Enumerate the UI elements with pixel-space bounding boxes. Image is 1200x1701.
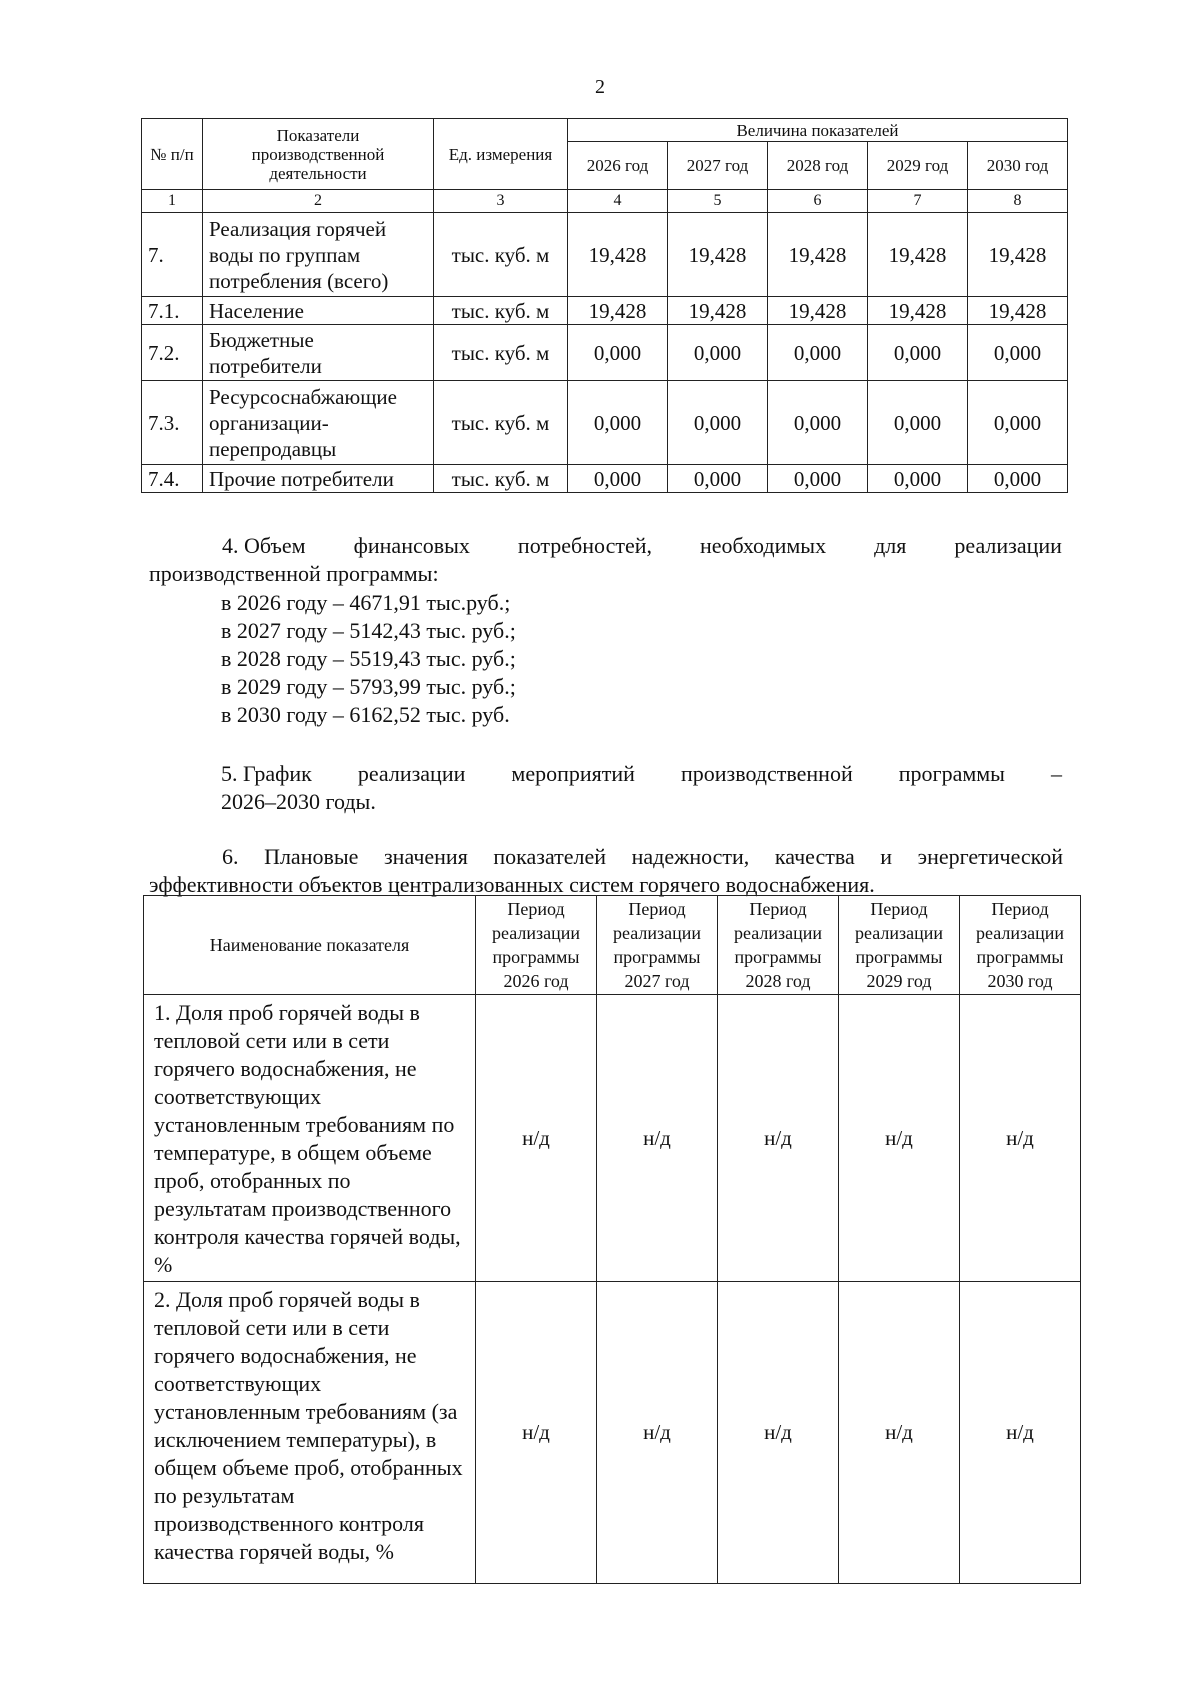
section4-word: финансовых (353, 533, 470, 558)
section6-line1: 6. Плановые значения показателей надежности, качества и энергетической (222, 844, 1063, 869)
header-period: Период реализации программы 2030 год (960, 896, 1081, 995)
section5-word: реализации (357, 761, 466, 786)
indicator-value: н/д (718, 1282, 839, 1584)
indicator-value: н/д (476, 1282, 597, 1584)
row-number: 7.3. (142, 381, 203, 465)
row-unit: тыс. куб. м (434, 297, 568, 325)
section5-line2: 2026–2030 годы. (221, 789, 376, 814)
table-row (144, 1282, 1081, 1584)
row-value: 19,428 (868, 213, 968, 297)
section4-word: 4. Объем (222, 533, 306, 558)
row-value: 19,428 (668, 213, 768, 297)
header-year: 2030 год (968, 142, 1068, 190)
header-values-group: Величина показателей (568, 119, 1068, 142)
reliability-indicators-table (143, 895, 1081, 1584)
row-value: 19,428 (568, 297, 668, 325)
row-number: 7.4. (142, 465, 203, 493)
column-index: 3 (434, 190, 568, 213)
table-row (142, 297, 1068, 325)
section4-item: в 2026 году – 4671,91 тыс.руб.; (221, 590, 511, 615)
header-period: Период реализации программы 2026 год (476, 896, 597, 995)
section4-item: в 2028 году – 5519,43 тыс. руб.; (221, 646, 516, 671)
indicator-value: н/д (718, 995, 839, 1282)
header-year: 2029 год (868, 142, 968, 190)
row-value: 0,000 (768, 465, 868, 493)
section4-word: реализации (954, 533, 1062, 558)
section5-word: мероприятий (511, 761, 635, 786)
indicator-value: н/д (839, 995, 960, 1282)
header-period: Период реализации программы 2027 год (597, 896, 718, 995)
section5-word: программы (898, 761, 1005, 786)
header-no: № п/п (142, 119, 203, 190)
section4-line1 (222, 532, 1062, 560)
header-year: 2026 год (568, 142, 668, 190)
table-row (142, 381, 1068, 465)
row-indicator-name: Реализация горячей воды по группам потребления (всего) (203, 213, 434, 297)
indicator-value: н/д (960, 995, 1081, 1282)
row-indicator-name: Бюджетные потребители (203, 325, 434, 381)
row-indicator-name: Население (203, 297, 434, 325)
section5-word: 5. График (221, 761, 312, 786)
row-value: 19,428 (768, 297, 868, 325)
row-value: 19,428 (768, 213, 868, 297)
row-value: 0,000 (668, 381, 768, 465)
section4-word: для (874, 533, 907, 558)
row-value: 0,000 (568, 325, 668, 381)
column-index: 7 (868, 190, 968, 213)
row-value: 0,000 (768, 325, 868, 381)
row-value: 0,000 (668, 325, 768, 381)
indicator-name: 2. Доля проб горячей воды в тепловой сети или в сети горячего водоснабжения, не соответствующих установленным требованиям (за исключением температуры), в общем объеме проб, отобранных по результатам производственного контроля качества горячей воды, % (144, 1282, 476, 1584)
section6-line2: эффективности объектов централизованных систем горячего водоснабжения. (149, 872, 875, 897)
section4-item: в 2030 году – 6162,52 тыс. руб. (221, 702, 510, 727)
row-value: 0,000 (968, 465, 1068, 493)
row-value: 19,428 (568, 213, 668, 297)
column-index: 1 (142, 190, 203, 213)
page-number: 2 (595, 76, 605, 98)
column-index: 2 (203, 190, 434, 213)
row-number: 7.2. (142, 325, 203, 381)
row-value: 19,428 (968, 213, 1068, 297)
column-index: 8 (968, 190, 1068, 213)
indicator-value: н/д (597, 1282, 718, 1584)
column-index: 6 (768, 190, 868, 213)
table-row (142, 325, 1068, 381)
section4-word: потребностей, (517, 533, 652, 558)
row-value: 0,000 (568, 381, 668, 465)
row-indicator-name: Прочие потребители (203, 465, 434, 493)
row-value: 0,000 (768, 381, 868, 465)
row-unit: тыс. куб. м (434, 213, 568, 297)
section5-word: производственной (680, 761, 853, 786)
column-index-row (142, 190, 1068, 213)
section4-line2: производственной программы: (149, 561, 439, 586)
indicator-name: 1. Доля проб горячей воды в тепловой сети или в сети горячего водоснабжения, не соответствующих установленным требованиям по температуре, в общем объеме проб, отобранных по результатам производственного контроля качества горячей воды, % (144, 995, 476, 1282)
section4-item: в 2029 году – 5793,99 тыс. руб.; (221, 674, 516, 699)
header-unit: Ед. измерения (434, 119, 568, 190)
row-number: 7. (142, 213, 203, 297)
section4-word: необходимых (700, 533, 827, 558)
header-indicator: Показатели производственной деятельности (203, 119, 434, 190)
column-index: 5 (668, 190, 768, 213)
row-unit: тыс. куб. м (434, 381, 568, 465)
row-value: 0,000 (868, 381, 968, 465)
header-year: 2028 год (768, 142, 868, 190)
column-index: 4 (568, 190, 668, 213)
row-number: 7.1. (142, 297, 203, 325)
header-year: 2027 год (668, 142, 768, 190)
indicator-value: н/д (597, 995, 718, 1282)
production-indicators-table (141, 118, 1068, 493)
indicator-value: н/д (476, 995, 597, 1282)
table-row (142, 213, 1068, 297)
table-header-row (144, 896, 1081, 995)
row-value: 0,000 (968, 325, 1068, 381)
row-value: 19,428 (668, 297, 768, 325)
row-value: 19,428 (868, 297, 968, 325)
table-row (142, 465, 1068, 493)
row-value: 0,000 (668, 465, 768, 493)
header-period: Период реализации программы 2028 год (718, 896, 839, 995)
table-row (144, 995, 1081, 1282)
section5-line1 (221, 760, 1062, 788)
row-value: 0,000 (868, 325, 968, 381)
section4-item: в 2027 году – 5142,43 тыс. руб.; (221, 618, 516, 643)
indicator-value: н/д (839, 1282, 960, 1584)
indicator-value: н/д (960, 1282, 1081, 1584)
row-value: 0,000 (868, 465, 968, 493)
row-unit: тыс. куб. м (434, 465, 568, 493)
row-unit: тыс. куб. м (434, 325, 568, 381)
row-indicator-name: Ресурсоснабжающие организации-перепродавцы (203, 381, 434, 465)
row-value: 0,000 (568, 465, 668, 493)
row-value: 19,428 (968, 297, 1068, 325)
section5-word: – (1050, 761, 1062, 786)
header-period: Период реализации программы 2029 год (839, 896, 960, 995)
row-value: 0,000 (968, 381, 1068, 465)
header-indicator-name: Наименование показателя (144, 896, 476, 995)
